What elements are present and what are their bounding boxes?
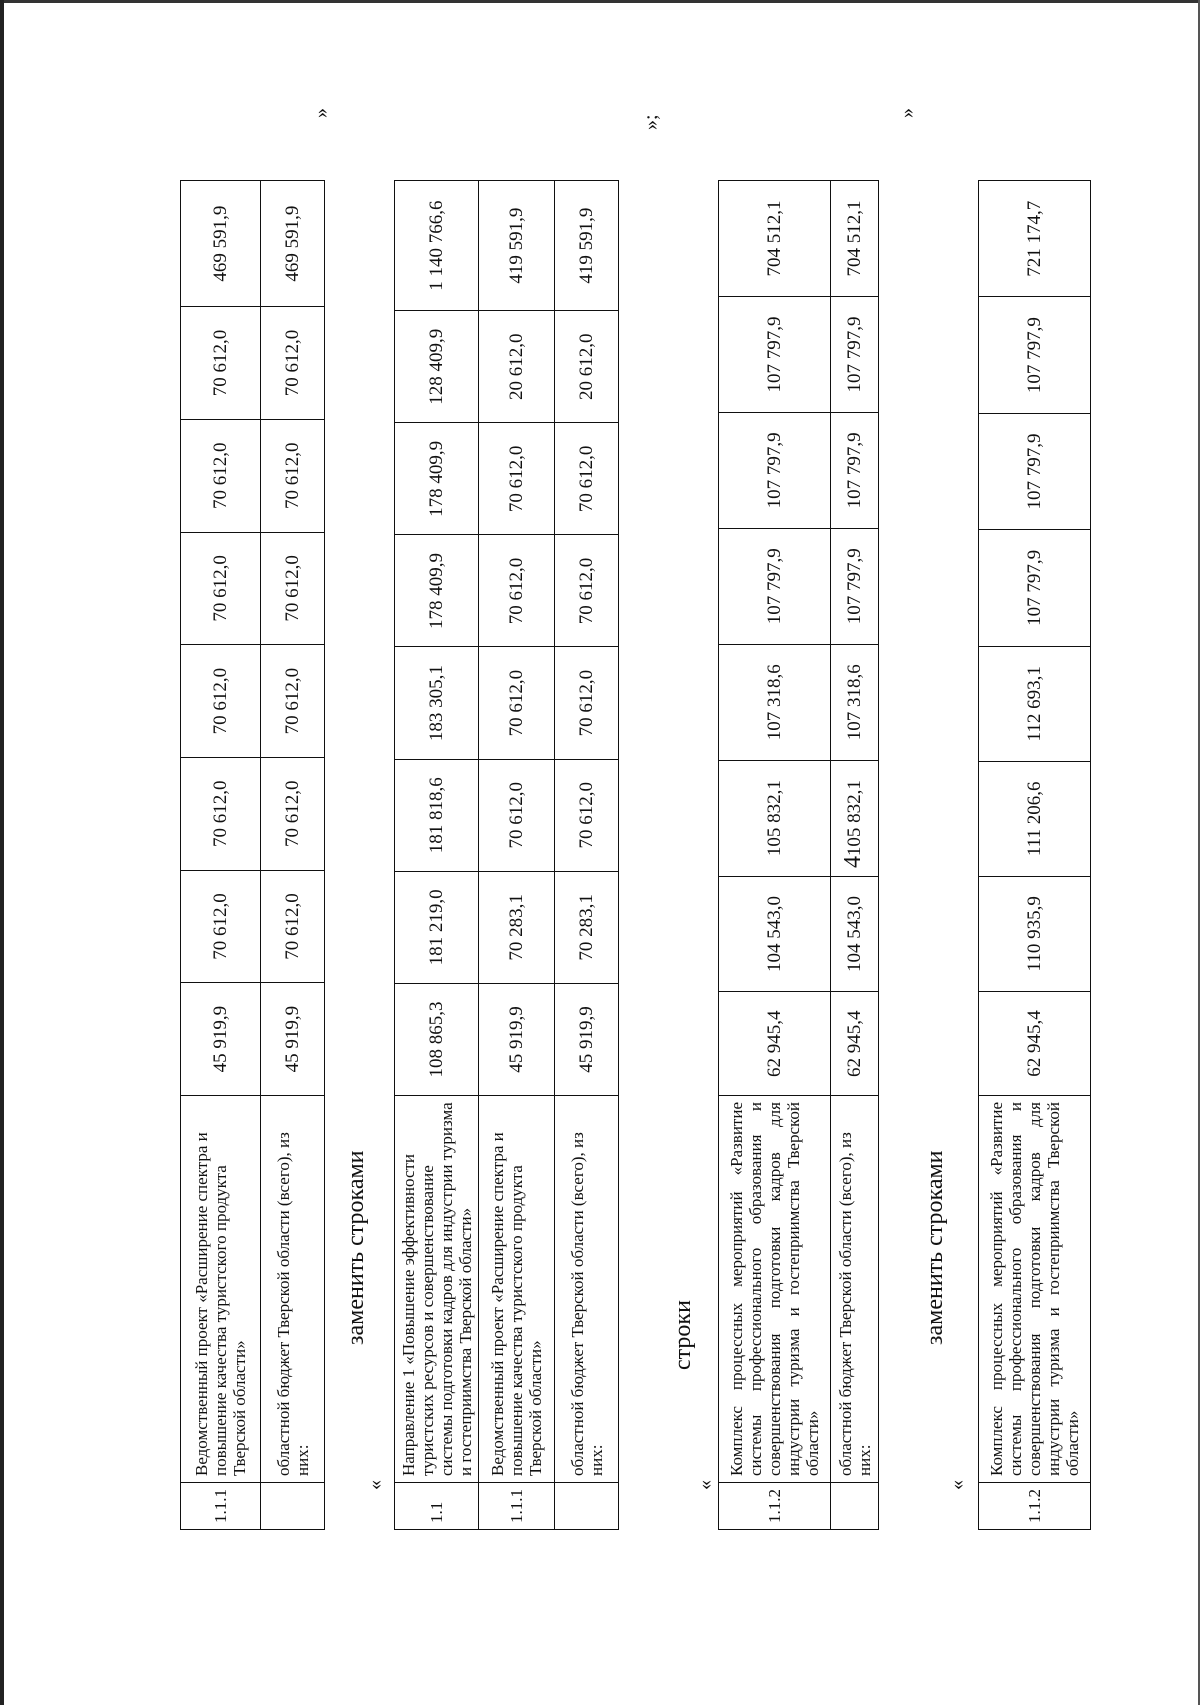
value-cell: 108 865,3 (395, 983, 479, 1095)
value-cell: 112 693,1 (979, 646, 1091, 761)
value-cell: 105 832,1 (831, 760, 879, 876)
table-row (479, 181, 555, 1530)
open-quote: « (694, 1480, 716, 1490)
close-quote: » (310, 108, 332, 118)
value-cell: 110 935,9 (979, 876, 1091, 991)
value-cell: 1 140 766,6 (395, 181, 479, 311)
table-row (261, 181, 325, 1530)
value-cell: 70 612,0 (181, 307, 261, 420)
open-quote: « (364, 1480, 386, 1490)
value-cell: 107 797,9 (979, 530, 1091, 646)
value-cell: 70 612,0 (261, 645, 325, 758)
page-number: 4 (840, 856, 866, 868)
table-row (831, 181, 879, 1530)
row-index: 1.1.2 (979, 1483, 1091, 1530)
table-row (555, 181, 619, 1530)
value-cell: 70 612,0 (555, 647, 619, 759)
value-cell: 62 945,4 (979, 992, 1091, 1096)
value-cell: 469 591,9 (181, 181, 261, 307)
value-cell: 181 219,0 (395, 871, 479, 983)
value-cell: 104 543,0 (719, 876, 831, 992)
value-cell: 20 612,0 (479, 311, 555, 423)
table-row (395, 181, 479, 1530)
table-row (719, 181, 831, 1530)
value-cell: 70 612,0 (479, 535, 555, 647)
value-cell: 107 797,9 (831, 412, 879, 528)
value-cell: 107 797,9 (831, 297, 879, 413)
value-cell: 45 919,9 (261, 983, 325, 1096)
value-cell: 469 591,9 (261, 181, 325, 307)
close-quote: » (896, 108, 918, 118)
value-cell: 107 797,9 (719, 412, 831, 528)
row-name: Направление 1 «Повышение эффективности туристских ресурсов и совершенствование системы подготовки кадров для индустрии туризма и гостеприимства Тверской области» (395, 1096, 479, 1483)
value-cell: 62 945,4 (719, 992, 831, 1096)
value-cell: 104 543,0 (831, 876, 879, 992)
instruction-replace-2: заменить строками (922, 1150, 948, 1345)
close-quote: »; (640, 114, 662, 130)
budget-table-2 (394, 180, 619, 1530)
row-name: Комплекс процессных мероприятий «Развитие системы профессионального образования и совершенствования подготовки кадров для индустрии туризма и гостеприимства Тверской области» (719, 1096, 831, 1483)
value-cell: 107 318,6 (831, 644, 879, 760)
value-cell: 105 832,1 (719, 760, 831, 876)
open-quote: « (946, 1480, 968, 1490)
value-cell: 107 318,6 (719, 644, 831, 760)
value-cell: 128 409,9 (395, 311, 479, 423)
value-cell: 45 919,9 (181, 983, 261, 1096)
value-cell: 70 612,0 (555, 759, 619, 871)
budget-table-4 (978, 180, 1091, 1530)
value-cell: 107 797,9 (719, 297, 831, 413)
row-index: 1.1.2 (719, 1483, 831, 1530)
value-cell: 70 612,0 (181, 645, 261, 758)
budget-table-1 (180, 180, 325, 1530)
value-cell: 45 919,9 (479, 983, 555, 1095)
value-cell: 111 206,6 (979, 762, 1091, 877)
table-row (979, 181, 1091, 1530)
row-index (261, 1483, 325, 1530)
value-cell: 183 305,1 (395, 647, 479, 759)
value-cell: 70 612,0 (181, 532, 261, 645)
value-cell: 107 797,9 (719, 528, 831, 644)
row-index: 1.1.1 (479, 1483, 555, 1530)
value-cell: 70 612,0 (555, 423, 619, 535)
value-cell: 704 512,1 (719, 181, 831, 297)
value-cell: 721 174,7 (979, 181, 1091, 297)
instruction-replace-1: заменить строками (343, 1150, 369, 1345)
row-name: областной бюджет Тверской области (всего), из них: (261, 1096, 325, 1483)
value-cell: 107 797,9 (979, 297, 1091, 413)
value-cell: 20 612,0 (555, 311, 619, 423)
budget-table-3 (718, 180, 879, 1530)
value-cell: 70 612,0 (555, 535, 619, 647)
value-cell: 70 612,0 (261, 757, 325, 870)
row-name: Ведомственный проект «Расширение спектра и повышение качества туристского продукта Тверской области» (181, 1096, 261, 1483)
value-cell: 70 612,0 (479, 423, 555, 535)
value-cell: 181 818,6 (395, 759, 479, 871)
value-cell: 419 591,9 (479, 181, 555, 311)
value-cell: 70 612,0 (479, 647, 555, 759)
row-index: 1.1 (395, 1483, 479, 1530)
row-index (831, 1483, 879, 1530)
value-cell: 107 797,9 (831, 528, 879, 644)
table-row (181, 181, 261, 1530)
value-cell: 107 797,9 (979, 413, 1091, 529)
row-name: областной бюджет Тверской области (всего), из них: (555, 1096, 619, 1483)
value-cell: 178 409,9 (395, 535, 479, 647)
value-cell: 70 612,0 (479, 759, 555, 871)
value-cell: 178 409,9 (395, 423, 479, 535)
value-cell: 70 612,0 (181, 757, 261, 870)
value-cell: 70 612,0 (181, 419, 261, 532)
value-cell: 70 612,0 (181, 870, 261, 983)
value-cell: 62 945,4 (831, 992, 879, 1096)
row-name: Ведомственный проект «Расширение спектра и повышение качества туристского продукта Тверской области» (479, 1096, 555, 1483)
value-cell: 704 512,1 (831, 181, 879, 297)
value-cell: 70 283,1 (479, 871, 555, 983)
value-cell: 419 591,9 (555, 181, 619, 311)
value-cell: 45 919,9 (555, 983, 619, 1095)
row-index (555, 1483, 619, 1530)
value-cell: 70 283,1 (555, 871, 619, 983)
row-index: 1.1.1 (181, 1483, 261, 1530)
row-name: областной бюджет Тверской области (всего), из них: (831, 1096, 879, 1483)
value-cell: 70 612,0 (261, 419, 325, 532)
value-cell: 70 612,0 (261, 307, 325, 420)
instruction-rows: строки (670, 1300, 696, 1370)
value-cell: 70 612,0 (261, 532, 325, 645)
value-cell: 70 612,0 (261, 870, 325, 983)
row-name: Комплекс процессных мероприятий «Развитие системы профессионального образования и совершенствования подготовки кадров для индустрии туризма и гостеприимства Тверской области» (979, 1096, 1091, 1483)
